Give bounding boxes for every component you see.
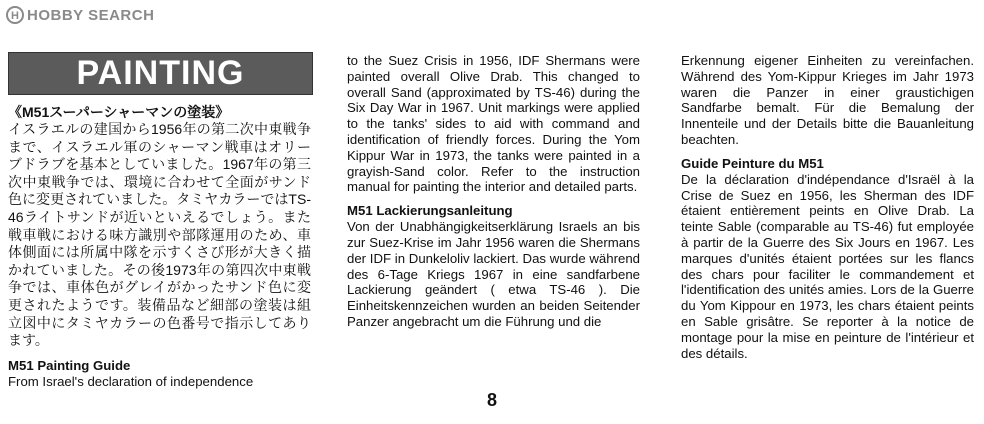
french-heading: Guide Peinture du M51 <box>681 155 824 171</box>
section-title: PAINTING <box>76 54 245 92</box>
english-body-start: From Israel's declaration of independence <box>8 373 254 389</box>
column-3 <box>681 53 974 361</box>
section-banner <box>8 52 313 95</box>
german-heading: M51 Lackierungsanleitung <box>347 203 513 219</box>
german-body-start: Von der Unabhängigkeitserklärung Israels an bis zur Suez-Krise im Jahr 1956 waren die Shermans der IDF in Dunkeloliv lackiert. Das wurde während des 6-Tage Kriegs 1967 in eine sandfarbene Lackierung geändert ( etwa TS-46 ). Die Einheitskennzeichen wurden an beiden Seitender Panzer angebracht um die Führung und die <box>347 219 640 329</box>
english-body-continued: to the Suez Crisis in 1956, IDF Shermans were painted overall Olive Drab. This changed to overall Sand (approximated by TS-46) during the Six Day War in 1967. Unit markings were applied to the tanks' sides to aid with command and identification of friendly forces. During the Yom Kippur War in 1973, the tanks were painted in a grayish-Sand color. Refer to the instruction manual for painting the interior and detailed parts. <box>347 53 640 195</box>
watermark-text: HOBBY SEARCH <box>27 6 155 24</box>
french-body: De la déclaration d'indépendance d'Israël à la Crise de Suez en 1956, les Sherman des IDF étaient entièrement peints en Olive Drab. La teinte Sable (comparable au TS-46) fut employée à partir de la Guerre des Six Jours en 1967. Les marques d'unités étaient portées sur les flancs des chars pour faciliter le commandement et l'identification des unités amies. Lors de la Guerre du Yom Kippour en 1973, les chars étaient peints en Sable grisâtre. Se reporter à la notice de montage pour la mise en peinture de l'intérieur et des détails. <box>681 171 974 361</box>
german-body-continued: Erkennung eigener Einheiten zu vereinfachen. Während des Yom-Kippur Krieges im Jahr 1973 waren die Panzer in einer graustichigen Sandfarbe bemalt. Für die Bemalung der Innenteile und der Details bitte die Bauanleitung beachten. <box>681 53 974 147</box>
column-2 <box>347 53 640 330</box>
hobby-search-logo-icon <box>6 6 24 24</box>
japanese-heading: 《M51スーパーシャーマンの塗装》 <box>8 104 230 120</box>
page-number: 8 <box>487 390 498 410</box>
watermark <box>6 5 154 25</box>
japanese-body: イスラエルの建国から1956年の第二次中東戦争まで、イスラエル軍のシャーマン戦車はオリーブドラブを基本としていました。1967年の第三次中東戦争では、環境に合わせて全面がサンド色に変更されていました。タミヤカラーではTS-46ライトサンドが近いといえるでしょう。また戦車戦における味方識別や部隊運用のため、車体側面には所属中隊を示すくさび形が大きく描かれていました。その後1973年の第四次中東戦争では、車体色がグレイがかったサンド色に変更されたようです。装備品など細部の塗装は組立図中にタミヤカラーの色番号で指示してあります。 <box>8 121 311 349</box>
english-heading: M51 Painting Guide <box>8 357 131 373</box>
svg-text:H: H <box>11 10 19 22</box>
column-1 <box>8 103 311 390</box>
